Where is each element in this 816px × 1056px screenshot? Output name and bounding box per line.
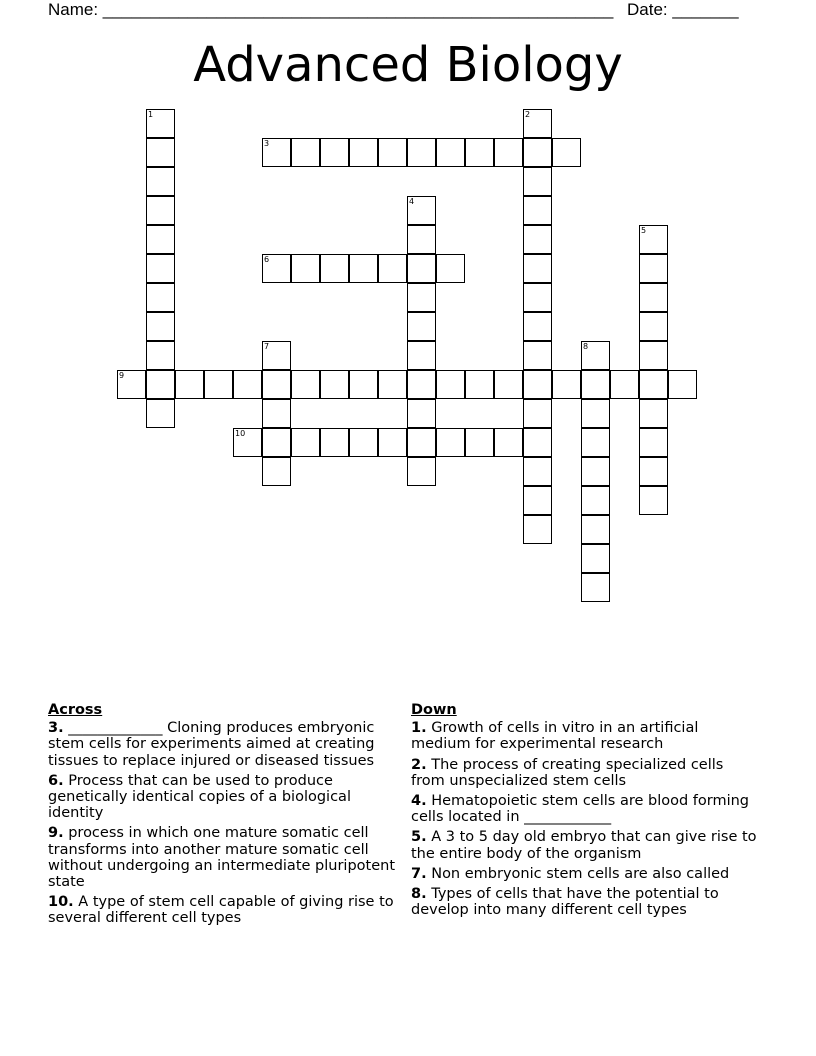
grid-cell[interactable]: [523, 225, 552, 254]
grid-cell[interactable]: [262, 370, 291, 399]
clue-number: 5.: [411, 829, 427, 846]
grid-cell[interactable]: [639, 312, 668, 341]
clue-number: 1.: [411, 720, 427, 737]
grid-cell[interactable]: [436, 254, 465, 283]
clue-number: 6.: [48, 772, 64, 789]
grid-cell[interactable]: [581, 486, 610, 515]
clue-number-label: 9: [119, 371, 125, 380]
clue-number-label: 10: [235, 429, 246, 438]
grid-cell[interactable]: [146, 225, 175, 254]
grid-cell[interactable]: [146, 341, 175, 370]
grid-cell[interactable]: [523, 399, 552, 428]
grid-cell[interactable]: [349, 138, 378, 167]
grid-cell[interactable]: [407, 283, 436, 312]
grid-cell[interactable]: [581, 544, 610, 573]
grid-cell[interactable]: [581, 515, 610, 544]
grid-cell[interactable]: [436, 428, 465, 457]
down-clue: [411, 829, 761, 861]
clue-number-label: 4: [409, 197, 415, 206]
grid-cell[interactable]: [349, 428, 378, 457]
down-clue: [411, 793, 761, 825]
grid-cell[interactable]: [291, 370, 320, 399]
grid-cell[interactable]: [378, 428, 407, 457]
grid-cell[interactable]: [639, 457, 668, 486]
clue-number-label: 5: [641, 226, 647, 235]
grid-cell[interactable]: [407, 370, 436, 399]
grid-cell[interactable]: [175, 370, 204, 399]
across-clue: [48, 894, 398, 926]
grid-cell[interactable]: [349, 254, 378, 283]
grid-cell[interactable]: [552, 370, 581, 399]
grid-cell[interactable]: [639, 341, 668, 370]
clue-text: Hematopoietic stem cells are blood forming cells located in ____________: [411, 793, 750, 826]
clue-text: process in which one mature somatic cell transforms into another mature somatic cell without undergoing an intermediate pluripotent state: [48, 825, 396, 891]
grid-cell[interactable]: [523, 109, 552, 138]
grid-cell[interactable]: [465, 428, 494, 457]
clue-text: _____________ Cloning produces embryonic stem cells for experiments aimed at creating tissues to replace injured or diseased tissues: [48, 720, 375, 769]
clue-number-label: 6: [264, 255, 270, 264]
grid-cell[interactable]: [639, 283, 668, 312]
grid-cell[interactable]: [291, 138, 320, 167]
across-clue: [48, 720, 398, 769]
clue-text: A 3 to 5 day old embryo that can give rise to the entire body of the organism: [411, 829, 757, 862]
grid-cell[interactable]: [117, 370, 146, 399]
grid-cell[interactable]: [320, 428, 349, 457]
down-clue: [411, 720, 761, 752]
grid-cell[interactable]: [146, 167, 175, 196]
grid-cell[interactable]: [320, 370, 349, 399]
grid-cell[interactable]: [262, 457, 291, 486]
grid-cell[interactable]: [523, 138, 552, 167]
clue-number-label: 1: [148, 110, 154, 119]
grid-cell[interactable]: [233, 370, 262, 399]
grid-cell[interactable]: [204, 370, 233, 399]
grid-cell[interactable]: [523, 515, 552, 544]
grid-cell[interactable]: [407, 341, 436, 370]
clue-text: A type of stem cell capable of giving rise to several different cell types: [48, 894, 394, 927]
grid-cell[interactable]: [552, 138, 581, 167]
grid-cell[interactable]: [494, 428, 523, 457]
grid-cell[interactable]: [523, 370, 552, 399]
clue-text: Process that can be used to produce genetically identical copies of a biological identity: [48, 772, 351, 822]
clue-number: 3.: [48, 720, 64, 737]
grid-cell[interactable]: [436, 370, 465, 399]
clue-text: The process of creating specialized cells from unspecialized stem cells: [411, 756, 724, 789]
grid-cell[interactable]: [581, 399, 610, 428]
grid-cell[interactable]: [146, 399, 175, 428]
clue-number-label: 2: [525, 110, 531, 119]
grid-cell[interactable]: [465, 370, 494, 399]
grid-cell[interactable]: [262, 254, 291, 283]
grid-cell[interactable]: [523, 196, 552, 225]
grid-cell[interactable]: [262, 138, 291, 167]
grid-cell[interactable]: [146, 370, 175, 399]
grid-cell[interactable]: [291, 428, 320, 457]
clue-text: Types of cells that have the potential to develop into many different cell types: [411, 886, 719, 919]
grid-cell[interactable]: [668, 370, 697, 399]
down-clue-list: [411, 720, 761, 918]
grid-cell[interactable]: [407, 225, 436, 254]
grid-cell[interactable]: [378, 138, 407, 167]
clue-number: 8.: [411, 886, 427, 903]
grid-cell[interactable]: [639, 486, 668, 515]
name-field-line: Name: ______________________________________________________: [48, 0, 614, 19]
grid-cell[interactable]: [146, 254, 175, 283]
grid-cell[interactable]: [639, 370, 668, 399]
grid-cell[interactable]: [581, 428, 610, 457]
grid-cell[interactable]: [407, 196, 436, 225]
grid-cell[interactable]: [407, 254, 436, 283]
grid-cell[interactable]: [320, 254, 349, 283]
grid-cell[interactable]: [407, 457, 436, 486]
across-clue: [48, 825, 398, 890]
grid-cell[interactable]: [639, 225, 668, 254]
grid-cell[interactable]: [523, 486, 552, 515]
page-title: Advanced Biology: [193, 37, 623, 93]
grid-cell[interactable]: [407, 399, 436, 428]
grid-cell[interactable]: [581, 370, 610, 399]
grid-cell[interactable]: [610, 370, 639, 399]
grid-cell[interactable]: [407, 138, 436, 167]
grid-cell[interactable]: [146, 283, 175, 312]
grid-cell[interactable]: [407, 428, 436, 457]
grid-cell[interactable]: [639, 399, 668, 428]
down-heading: Down: [411, 702, 457, 718]
down-clue: [411, 866, 761, 882]
grid-cell[interactable]: [146, 312, 175, 341]
across-heading: Across: [48, 702, 103, 718]
grid-cell[interactable]: [581, 573, 610, 602]
grid-cell[interactable]: [523, 312, 552, 341]
grid-cell[interactable]: [146, 196, 175, 225]
clue-number: 2.: [411, 756, 427, 773]
grid-cell[interactable]: [349, 370, 378, 399]
clue-number-label: 7: [264, 342, 270, 351]
down-clue: [411, 757, 761, 789]
grid-cell[interactable]: [233, 428, 262, 457]
grid-cell[interactable]: [407, 312, 436, 341]
grid-cell[interactable]: [378, 254, 407, 283]
grid-cell[interactable]: [262, 341, 291, 370]
down-clue: [411, 886, 761, 918]
grid-cell[interactable]: [146, 109, 175, 138]
grid-cell[interactable]: [523, 341, 552, 370]
date-field-line: Date: _______: [627, 0, 739, 19]
across-clues: [48, 702, 398, 931]
grid-cell[interactable]: [581, 341, 610, 370]
clue-number: 4.: [411, 793, 427, 810]
clue-number: 9.: [48, 825, 64, 842]
grid-cell[interactable]: [581, 457, 610, 486]
grid-cell[interactable]: [639, 254, 668, 283]
clue-text: Non embryonic stem cells are also called: [426, 865, 730, 882]
grid-cell[interactable]: [465, 138, 494, 167]
grid-cell[interactable]: [378, 370, 407, 399]
down-clues: [411, 702, 761, 922]
clue-number: 7.: [411, 865, 427, 882]
grid-cell[interactable]: [320, 138, 349, 167]
grid-cell[interactable]: [494, 138, 523, 167]
clue-text: Growth of cells in vitro in an artificial medium for experimental research: [411, 720, 699, 753]
grid-cell[interactable]: [639, 428, 668, 457]
grid-cell[interactable]: [523, 428, 552, 457]
clue-number-label: 8: [583, 342, 589, 351]
grid-cell[interactable]: [523, 254, 552, 283]
across-clue-list: [48, 720, 398, 926]
grid-cell[interactable]: [291, 254, 320, 283]
grid-cell[interactable]: [262, 399, 291, 428]
grid-cell[interactable]: [494, 370, 523, 399]
clue-number-label: 3: [264, 139, 270, 148]
grid-cell[interactable]: [523, 457, 552, 486]
grid-cell[interactable]: [436, 138, 465, 167]
clue-number: 10.: [48, 894, 74, 911]
grid-cell[interactable]: [146, 138, 175, 167]
across-clue: [48, 773, 398, 822]
grid-cell[interactable]: [523, 283, 552, 312]
grid-cell[interactable]: [262, 428, 291, 457]
grid-cell[interactable]: [523, 167, 552, 196]
